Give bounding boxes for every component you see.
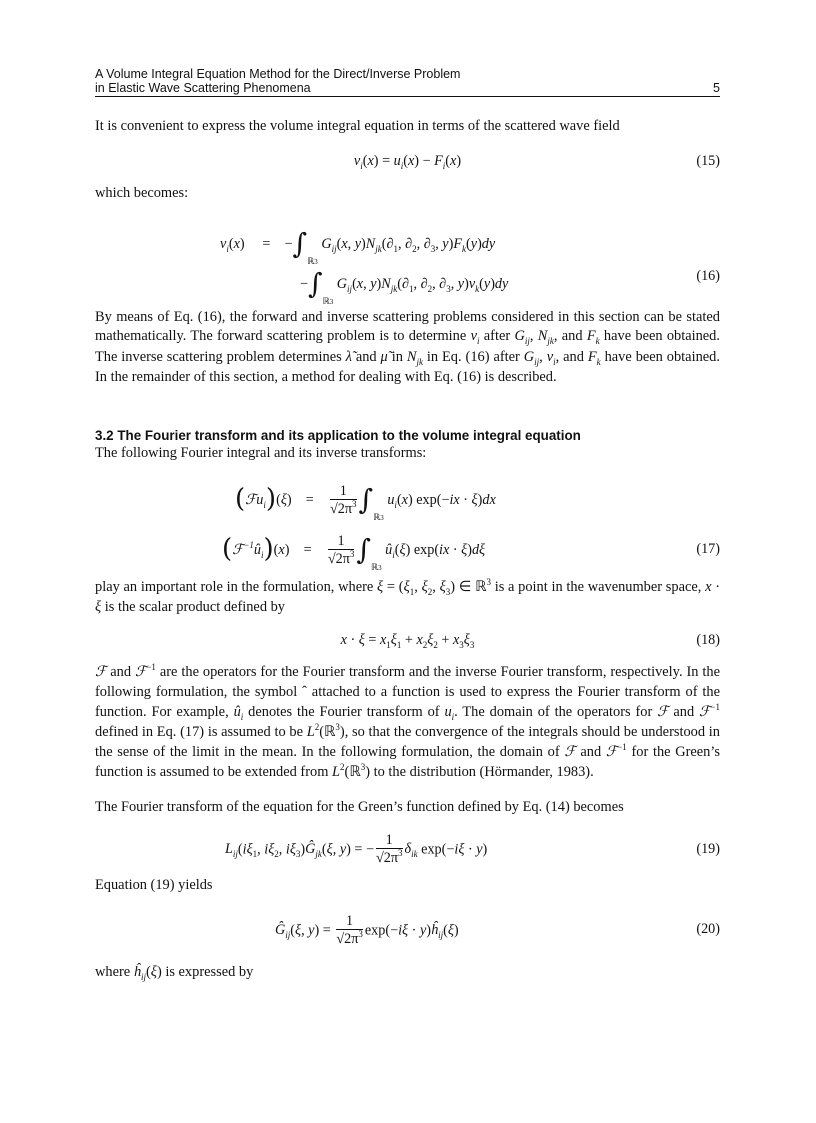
paragraph-wavenumber: play an important role in the formulation, where $\xi = (\xi_1$, $\xi_2$, $\xi_3$) ∈ ℝ$^3$ is a point in the wavenumber space, x · ξ is the scalar product defined by [95,577,720,616]
page-number: 5 [713,81,720,95]
equation-number-17: (17) [696,541,720,557]
equation-number-18: (18) [696,632,720,648]
header-rule [95,96,720,97]
equation-15: $v_i(x) = u_i(x) - F_i(x)$ [353,153,462,171]
equation-20: $Ĝ_{ij}(\xi$, y) = $\frac{1}{√2\pi^3}$ $\exp(-i\xi \cdot y)ĥ_{ij}(\xi)$ [275,913,459,947]
equation-18: $x \cdot \xi = x_1\xi_1 + x_2\xi_2 + x_3\xi_3$ [340,632,475,650]
paragraph-operators: ℱ and ℱ$^{-1}$ are the operators for the Fourier transform and the inverse Fourier transform, respectively. In the following formulation, the symbol ˆ attached to a function is used to express the Fourier transform of the function. For example, $û_i$ denotes the Fourier transform of $u_i$. The domain of the operators for ℱ and ℱ$^{-1}$ defined in Eq. (17) is assumed to be $L^2(ℝ^3)$, so that the convergence of the integrals should be understood in the sense of the limit in the mean. In the following formulation, the domain of ℱ and ℱ$^{-1}$ for the Green’s function is assumed to be extended from $L^2(ℝ^3)$ to the distribution (Hörmander, 1983). [95,662,720,781]
paragraph-scattering-problems: By means of Eq. (16), the forward and inverse scattering problems considered in this section can be stated mathematically. The forward scattering problem is to determine $v_i$ after $G_{ij}$, $N_{jk}$, and $F_k$ have been obtained. The inverse scattering problem determines λ̃ and μ̃ in $N_{jk}$ in Eq. (16) after $G_{ij}$, $v_i$, and $F_k$ have been obtained. In the remainder of this section, a method for dealing with Eq. (16) is described. [95,309,720,385]
paragraph-fourier-intro: The following Fourier integral and its inverse transforms: [95,445,427,461]
paragraph-greens-transform: The Fourier transform of the equation for the Green’s function defined by Eq. (14) becomes [95,799,624,815]
page [95,0,720,1123]
equation-17-line1: (ℱu$_i$)(ξ) = $\frac{1}{√2\pi^3}$ $\int_{ℝ3}$ $u_i(x) \exp(-ix \cdot \xi)dx$ [235,482,496,522]
equation-19: $L_{ij}(i\xi_1$, $i\xi_2$, $i\xi_3)Ĝ_{jk}(\xi$, y) = − $\frac{1}{√2\pi^3}$ $\delta_{ik}$ exp(−iξ · y) [225,832,488,866]
paragraph-which-becomes: which becomes: [95,185,189,201]
header-title-line1: A Volume Integral Equation Method for the Direct/Inverse Problem [95,67,461,81]
header-title-line2: in Elastic Wave Scattering Phenomena [95,81,311,95]
equation-number-16: (16) [696,268,720,284]
running-header [95,67,720,95]
paragraph-equation-yields: Equation (19) yields [95,877,213,893]
equation-number-15: (15) [696,153,720,169]
equation-16-line1: $v_i(x)$ = $-\int_{ℝ3}$ $G_{ij}(x$, $y)N_{jk}(\partial_1$, $\partial_2$, $\partial_3$, $y)F_k(y)dy$ [220,227,496,266]
equation-number-20: (20) [696,921,720,937]
equation-number-19: (19) [696,841,720,857]
section-heading: 3.2 The Fourier transform and its application to the volume integral equation [95,428,581,443]
equation-16-line2: $-\int_{ℝ3}$ $G_{ij}(x$, $y)N_{jk}(\partial_1$, $\partial_2$, $\partial_3$, $y)v_k(y)dy$ [300,267,509,306]
paragraph-where-h: where $ĥ_{ij}(\xi)$ is expressed by [95,964,254,982]
equation-17-line2: $(ℱ^{-1}û_i)(x)$ = $\frac{1}{√2\pi^3}$ $\int_{ℝ3}$ $û_i(\xi) \exp(ix \cdot \xi)d\xi$ [222,532,486,572]
paragraph-intro: It is convenient to express the volume integral equation in terms of the scattered wave field [95,118,620,134]
